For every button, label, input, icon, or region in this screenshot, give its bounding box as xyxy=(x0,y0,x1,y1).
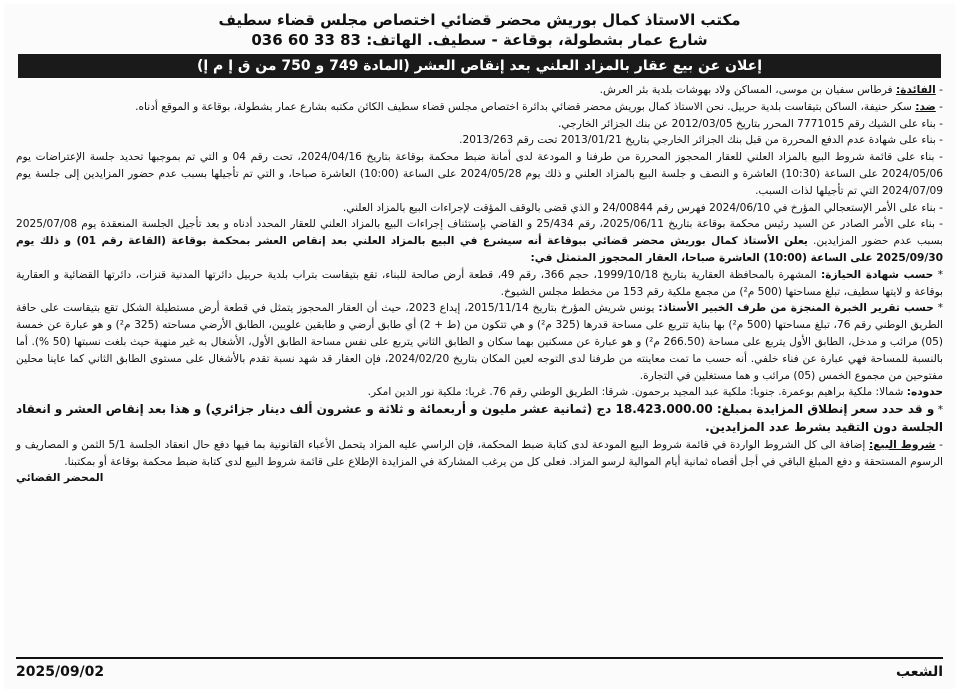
bullet-text: بناء على قائمة شروط البيع بالمزاد العلني للعقار المحجوز المحررة من طرفنا و المودعة لدى أمانة ضبط محكمة بوقاعة بتاريخ 2024/04/16، تحت رقم 04 و التي تم بموجبها تحديد جلسة الإعتراضات يوم 2024/05/06 على الساعة (10:30) العاشرة و النصف و جلسة البيع بالمزاد العلني و ذلك يوم 2024/05/28 على الساعة (10:00) العاشرة صباحا، و التي تم تأجيلها بسبب عدم حضور المزايدين إلى جلسة يوم 2024/07/09 التي تم تأجيلها لذات السبب. xyxy=(16,151,943,197)
creditor-label: الفائدة: xyxy=(895,84,936,96)
bullet-item: - بناء على شهادة عدم الدفع المحررة من قبل بنك الجزائر الخارجي بتاريخ 2013/01/21 تحت رقم 2013/263. xyxy=(459,134,943,147)
notice-title-banner: إعلان عن بيع عقار بالمزاد العلني بعد إنقاص العشر (المادة 749 و 750 من ق إ م إ) xyxy=(18,54,941,78)
expertise-label: حسب تقرير الخبرة المنجزة من طرف الخبير الأستاذ: xyxy=(658,302,934,315)
property-expertise: * حسب تقرير الخبرة المنجزة من طرف الخبير الأستاذ: يونس شريش المؤرخ بتاريخ 2015/11/14، إيداع 2023، حيث أن العقار المحجوز يتمثل في قطعة أرض مستطيلة الشكل تقع بتيقاست على حافة الطريق الوطني رقم 76، تبلغ مساحتها (500 م²) بها بناية تتربع على مساحة قدرها (325 م²) و هي تتكون من (ط + 2) أي طابق أرضي و طابقين علويين، الطابق الأرضي مساحته (325 م²) و هو عبارة عن خمسة (05) مرائب و مدخل، الطابق الأول يتربع على مساحة (266.50 م²) و هو عبارة عن مسكنين بهما سكان و الطابق الثاني يتربع على نفس مساحة الطابق الأول، الأشغال به غير منهية حيث بلغت نسبتها (50 %). أما بالنسبة للمساحة فهي عبارة عن فناء خلفي. أنه حسب ما تمت معاينته من طرفنا لدى التوجه لعين المكان بتاريخ 2024/02/20، فإن العقار قد شهد نسبة تقدم بالأشغال على مستوى الطابق الثاني كما عاينا محلين مفتوحين من مجموع الخمس (05) مرائب و هما مستغلين في التجارة. xyxy=(16,302,943,382)
office-name: مكتب الاستاذ كمال بوريش محضر قضائي اختصاص مجلس قضاء سطيف xyxy=(218,11,741,29)
page-footer xyxy=(16,657,943,685)
bullet-text: بناء على الأمر الصادر عن السيد رئيس محكمة بوقاعة بتاريخ 2025/06/11، رقم 25/434 و القاضي بإستئناف إجراءات البيع بالمزاد العلني للعقار المحدد أدناه و بعد تأجيل الجلسة المنعقدة يوم 2025/07/08 بسبب عدم حضور المزايدين. xyxy=(16,218,944,248)
certificate-label: حسب شهادة الحيازة: xyxy=(820,268,934,281)
creditor-text: فرطاس سفيان بن موسى، المساكن ولاد بهوشات بلدية بئر العرش. xyxy=(599,84,893,96)
sale-terms-text: إضافة الى كل الشروط الواردة في قائمة شروط البيع المودعة لدى كتابة ضبط المحكمة، فإن الراسي عليه المزاد يتحمل الأعباء القانونية بما فيها دفع حال انعقاد الجلسة 5/1 الثمن و المصاريف و الرسوم المستحقة و دفع المبلغ الباقي في أجل أقصاه ثمانية أيام الموالية لرسو المزاد. فعلى كل من يرغب المشاركة في المزايدة الإطلاع على قائمة شروط البيع لدى كتابة ضبط محكمة بوقاعة أو بمكتبنا. xyxy=(16,438,943,468)
publication-date: 2025/09/02 xyxy=(16,664,105,680)
office-address: شارع عمار بشطولة، بوقاعة - سطيف. الهاتف: 83 33 60 036 xyxy=(251,31,708,49)
boundaries-label: حدوده: xyxy=(906,386,943,399)
boundaries-line xyxy=(16,384,943,401)
bullet-item: - بناء على الأمر الإستعجالي المؤرخ في 2024/06/10 فهرس رقم 24/00844 و الذي قضى بالوقف المؤقت لإجراءات البيع بالمزاد العلني. xyxy=(342,201,943,214)
starting-price: و قد حدد سعر إنطلاق المزايدة بمبلغ: 18.423.000.00 دج (ثمانية عشر مليون و أربعمائة و ثلاثة و عشرون ألف دينار جزائري) و هذا بعد إنقاص العشر و انعقاد الجلسة دون التقيد بشرط عدد المزايدين. xyxy=(16,402,943,434)
debtor-text: سكر حنيفة، الساكن بتيقاست بلدية حربيل. نحن الاستاذ كمال بوريش محضر قضائي بدائرة اختصاص مجلس قضاء سطيف الكائن مكتبه بشارع عمار بشطولة، بوقاعة و الموقع أدناه. xyxy=(135,100,912,113)
bullet-item: - بناء على الشيك رقم 7771015 المحرر بتاريخ 2012/03/05 عن بنك الجزائر الخارجي. xyxy=(557,117,943,130)
creditor-line: - الفائدة: فرطاس سفيان بن موسى، المساكن ولاد بهوشات بلدية بئر العرش. xyxy=(599,84,943,96)
price-line: * و قد حدد سعر إنطلاق المزايدة بمبلغ: 18.423.000.00 دج (ثمانية عشر مليون و أربعمائة و ثلاثة و عشرون ألف دينار جزائري) و هذا بعد إنقاص العشر و انعقاد الجلسة دون التقيد بشرط عدد المزايدين. xyxy=(16,402,943,434)
certificate-text: المشهرة بالمحافظة العقارية بتاريخ 1999/10/18، حجم 366، رقم 49، قطعة أرض صالحة للبناء، تقع بتيقاست بتراب بلدية حربيل دائرتها المدنية قنزات، دائرتها القضائية و العقارية بوقاعة و لايتها سطيف، تبلغ مساحتها (500 م²) من مجمع ملكية رقم 153 من مخطط مجلس الشيوخ. xyxy=(16,268,943,298)
debtor-line: - ضد: سكر حنيفة، الساكن بتيقاست بلدية حربيل. نحن الاستاذ كمال بوريش محضر قضائي بدائرة اختصاص مجلس قضاء سطيف الكائن مكتبه بشارع عمار بشطولة، بوقاعة و الموقع أدناه. xyxy=(135,100,943,113)
sale-terms-label: شروط البيع: xyxy=(869,438,936,451)
signature: المحضر القضائي xyxy=(16,472,104,485)
bullet-item: - بناء على الأمر الصادر عن السيد رئيس محكمة بوقاعة بتاريخ 2025/06/11، رقم 25/434 و القاضي بإستئناف إجراءات البيع بالمزاد العلني للعقار المحدد أدناه و بعد تأجيل الجلسة المنعقدة يوم 2025/07/08 بسبب عدم حضور المزايدين. يعلن الأستاذ كمال بوريش محضر قضائي ببوقاعة أنه سيشرع في البيع بالمزاد العلني بعد إنقاص العشر بمحكمة بوقاعة (القاعة رقم 01) و ذلك يوم 2025/09/30 على الساعة (10:00) العاشرة صباحا، العقار المحجوز المتمثل في: xyxy=(16,218,944,264)
expertise-text: يونس شريش المؤرخ بتاريخ 2015/11/14، إيداع 2023، حيث أن العقار المحجوز يتمثل في قطعة أرض مستطيلة الشكل تقع بتيقاست على حافة الطريق الوطني رقم 76، تبلغ مساحتها (500 م²) بها بناية تتربع على مساحة قدرها (325 م²) و هي تتكون من (ط + 2) أي طابق أرضي و طابقين علويين، الطابق الأرضي مساحته (325 م²) و هو عبارة عن خمسة (05) مرائب و مدخل، الطابق الأول يتربع على مساحة (266.50 م²) و هو عبارة عن مسكنين بهما سكان و الطابق الثاني يتربع على نفس مساحة الطابق الأول، الأشغال به غير منهية حيث بلغت نسبتها (50 %). أما بالنسبة للمساحة فهي عبارة عن فناء خلفي. أنه حسب ما تمت معاينته من طرفنا لدى التوجه لعين المكان بتاريخ 2024/02/20، فإن العقار قد شهد نسبة تقدم بالأشغال على مستوى الطابق الثاني كما عاينا محلين مفتوحين من مجموع الخمس (05) مرائب و هما مستغلين في التجارة. xyxy=(16,302,943,382)
boundaries-text: شمالا: ملكية براهيم بوعمرة. جنوبا: ملكية عبد المجيد برحمون. شرقا: الطريق الوطني رقم 76. غربا: ملكية نور الدين امكر. xyxy=(367,386,904,399)
sale-announcement: يعلن الأستاذ كمال بوريش محضر قضائي ببوقاعة أنه سيشرع في البيع بالمزاد العلني بعد إنقاص العشر بمحكمة بوقاعة (القاعة رقم 01) و ذلك يوم 2025/09/30 على الساعة (10:00) العاشرة صباحا، العقار المحجوز المتمثل في: xyxy=(16,235,943,264)
bullet-text: بناء على شهادة عدم الدفع المحررة من قبل بنك الجزائر الخارجي بتاريخ 2013/01/21 تحت رقم 2013/263. xyxy=(459,134,936,147)
bullet-text: بناء على الشيك رقم 7771015 المحرر بتاريخ 2012/03/05 عن بنك الجزائر الخارجي. xyxy=(557,117,936,130)
bullet-item: - بناء على قائمة شروط البيع بالمزاد العلني للعقار المحجوز المحررة من طرفنا و المودعة لدى أمانة ضبط محكمة بوقاعة بتاريخ 2024/04/16، تحت رقم 04 و التي تم بموجبها تحديد جلسة الإعتراضات يوم 2024/05/06 على الساعة (10:30) العاشرة و النصف و جلسة البيع بالمزاد العلني و ذلك يوم 2024/05/28 على الساعة (10:00) العاشرة صباحا، و التي تم تأجيلها بسبب عدم حضور المزايدين إلى جلسة يوم 2024/07/09 التي تم تأجيلها لذات السبب. xyxy=(16,151,943,197)
office-header xyxy=(16,10,943,50)
bullet-text: بناء على الأمر الإستعجالي المؤرخ في 2024/06/10 فهرس رقم 24/00844 و الذي قضى بالوقف المؤقت لإجراءات البيع بالمزاد العلني. xyxy=(342,201,936,214)
property-certificate: * حسب شهادة الحيازة: المشهرة بالمحافظة العقارية بتاريخ 1999/10/18، حجم 366، رقم 49، قطعة أرض صالحة للبناء، تقع بتيقاست بتراب بلدية حربيل دائرتها المدنية قنزات، دائرتها القضائية و العقارية بوقاعة و لايتها سطيف، تبلغ مساحتها (500 م²) من مجمع ملكية رقم 153 من مخطط مجلس الشيوخ. xyxy=(16,268,944,298)
notice-body xyxy=(16,82,943,487)
notice-page xyxy=(4,4,955,689)
debtor-label: ضد: xyxy=(915,100,936,113)
newspaper-name: الشعب xyxy=(895,664,943,680)
sale-terms-line: - شروط البيع: إضافة الى كل الشروط الواردة في قائمة شروط البيع المودعة لدى كتابة ضبط المحكمة، فإن الراسي عليه المزاد يتحمل الأعباء القانونية بما فيها دفع حال انعقاد الجلسة 5/1 الثمن و المصاريف و الرسوم المستحقة و دفع المبلغ الباقي في أجل أقصاه ثمانية أيام الموالية لرسو المزاد. فعلى كل من يرغب المشاركة في المزايدة الإطلاع على قائمة شروط البيع لدى كتابة ضبط محكمة بوقاعة أو بمكتبنا. xyxy=(16,438,943,468)
